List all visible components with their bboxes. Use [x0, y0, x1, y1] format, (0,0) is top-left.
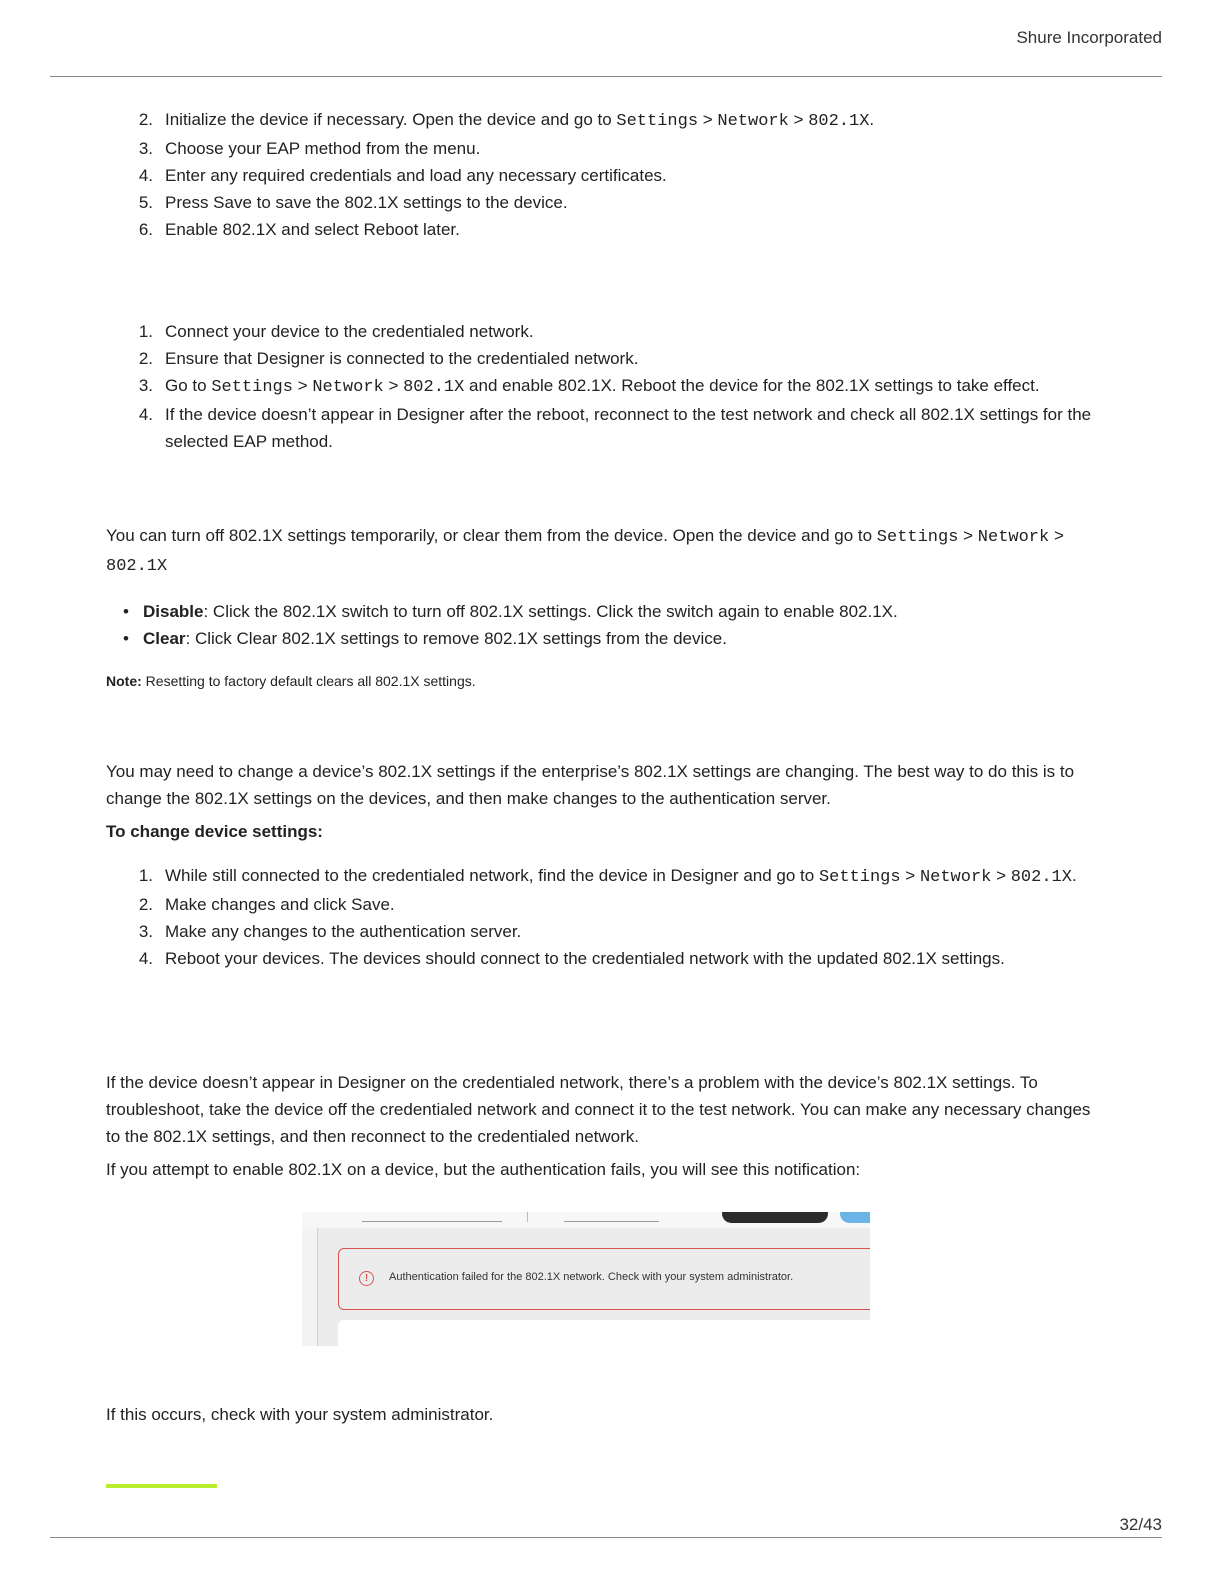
list-number: 5. [138, 193, 153, 212]
text-run: Ensure that Designer is connected to the credentialed network. [165, 349, 639, 368]
troubleshoot-section [106, 1069, 1096, 1183]
screenshot-pill-button [722, 1212, 828, 1223]
list-item [106, 162, 1116, 189]
change-heading: To change device settings: [106, 822, 323, 841]
code-path: Settings [876, 528, 959, 547]
bullet-item [106, 598, 1106, 625]
text-run: Reboot your devices. The devices should connect to the credentialed network with the updated 802.1X settings. [165, 949, 1005, 968]
screenshot-left-panel [302, 1228, 318, 1346]
list-number: 4. [138, 405, 153, 424]
list-item [106, 135, 1116, 162]
list-number: 4. [138, 949, 153, 968]
troubleshoot-p2: If you attempt to enable 802.1X on a device, but the authentication fails, you will see this notification: [106, 1160, 861, 1179]
bullet-item [106, 625, 1106, 652]
screenshot-pill-button-blue [840, 1212, 870, 1223]
text-run: While still connected to the credentialed network, find the device in Designer and go to [165, 866, 819, 885]
list-number: 2. [138, 349, 153, 368]
code-path: Settings [211, 378, 293, 397]
text-run: Choose your EAP method from the menu. [165, 139, 481, 158]
list-item [106, 891, 1106, 918]
turnoff-section [106, 522, 1106, 691]
text-run: . [869, 110, 875, 129]
closing-section [106, 1401, 1116, 1428]
setup-steps [106, 106, 1116, 243]
turnoff-bullets [106, 598, 1106, 652]
list-item [106, 345, 1116, 372]
text-run: > [383, 376, 404, 395]
text-run: Go to [165, 376, 212, 395]
change-intro: You may need to change a device’s 802.1X settings if the enterprise’s 802.1X settings are changing. The best way to do this is to change the 802.1X settings on the devices, and then make changes to the authentication server. [106, 762, 1075, 808]
code-path: 802.1X [106, 557, 168, 576]
code-path: Settings [616, 112, 699, 131]
text-run: If the device doesn’t appear in Designer after the reboot, reconnect to the test network and check all 802.1X settings for the selected EAP method. [165, 405, 1092, 451]
code-path: 802.1X [808, 112, 870, 131]
connect-steps [106, 318, 1116, 455]
code-path: 802.1X [403, 378, 465, 397]
text-run: Enable 802.1X and select Reboot later. [165, 220, 460, 239]
code-path: Network [919, 868, 992, 887]
header-company: Shure Incorporated [1016, 28, 1162, 47]
list-item [106, 401, 1116, 455]
header-rule [50, 76, 1162, 77]
page-number: 32/43 [1119, 1515, 1162, 1534]
list-number: 2. [138, 895, 153, 914]
setup-steps-list [106, 106, 1116, 243]
text-run: You can turn off 802.1X settings temporarily, or clear them from the device. Open the device and go to [106, 526, 877, 545]
note-label: Note: [106, 673, 142, 689]
list-number: 1. [138, 322, 153, 341]
text-run: Enter any required credentials and load any necessary certificates. [165, 166, 667, 185]
code-path: Network [717, 112, 789, 131]
list-item [106, 918, 1106, 945]
list-item [106, 945, 1106, 972]
bullet-label: Disable [143, 602, 204, 621]
alert-icon: ! [359, 1271, 374, 1286]
screenshot-toolbar [302, 1212, 870, 1228]
bullet-icon: • [123, 602, 129, 621]
connect-steps-list [106, 318, 1116, 455]
note-text: Resetting to factory default clears all 802.1X settings. [141, 673, 476, 689]
change-steps-list [106, 862, 1106, 972]
note [106, 671, 1106, 691]
code-path: Settings [818, 868, 901, 887]
list-item [106, 862, 1106, 891]
text-run: Make changes and click Save. [165, 895, 395, 914]
text-run: > [991, 866, 1011, 885]
bullet-text: : Click the 802.1X switch to turn off 802.1X settings. Click the switch again to enable 802.1X. [203, 602, 898, 621]
bullet-label: Clear [143, 629, 186, 648]
text-run: > [698, 110, 718, 129]
text-run: > [900, 866, 920, 885]
code-path: 802.1X [1010, 868, 1072, 887]
list-item [106, 106, 1116, 135]
list-number: 3. [138, 922, 153, 941]
text-run: Press Save to save the 802.1X settings to the device. [165, 193, 568, 212]
text-run: Connect your device to the credentialed network. [165, 322, 534, 341]
list-number: 4. [138, 166, 153, 185]
text-run: > [1049, 526, 1064, 545]
text-run: > [788, 110, 809, 129]
troubleshoot-p1: If the device doesn’t appear in Designer on the credentialed network, there’s a problem with the device’s 802.1X settings. To troubleshoot, take the device off the credentialed network and connect it to the test network. You can make any necessary changes to the 802.1X settings, and then reconnect to the credentialed network. [106, 1073, 1091, 1146]
text-run: . [1071, 866, 1077, 885]
turnoff-intro [106, 522, 1106, 580]
auth-failed-screenshot [302, 1212, 870, 1346]
list-number: 2. [138, 110, 153, 129]
text-run: > [958, 526, 978, 545]
screenshot-card [338, 1320, 870, 1346]
bullet-icon: • [123, 629, 129, 648]
footer-rule [50, 1537, 1162, 1538]
accent-bar [106, 1484, 217, 1488]
list-number: 1. [138, 866, 153, 885]
list-number: 6. [138, 220, 153, 239]
text-run: and enable 802.1X. Reboot the device for the 802.1X settings to take effect. [464, 376, 1040, 395]
code-path: Network [312, 378, 384, 397]
list-item [106, 318, 1116, 345]
list-item [106, 189, 1116, 216]
auth-failed-alert [338, 1248, 870, 1310]
list-number: 3. [138, 376, 153, 395]
text-run: Make any changes to the authentication server. [165, 922, 522, 941]
text-run: Initialize the device if necessary. Open the device and go to [165, 110, 617, 129]
alert-text: Authentication failed for the 802.1X network. Check with your system administrator. [389, 1271, 794, 1283]
list-item [106, 216, 1116, 243]
list-number: 3. [138, 139, 153, 158]
text-run: > [292, 376, 313, 395]
change-section [106, 758, 1106, 972]
list-item [106, 372, 1116, 401]
bullet-text: : Click Clear 802.1X settings to remove 802.1X settings from the device. [185, 629, 727, 648]
code-path: Network [977, 528, 1050, 547]
troubleshoot-p3: If this occurs, check with your system administrator. [106, 1405, 494, 1424]
